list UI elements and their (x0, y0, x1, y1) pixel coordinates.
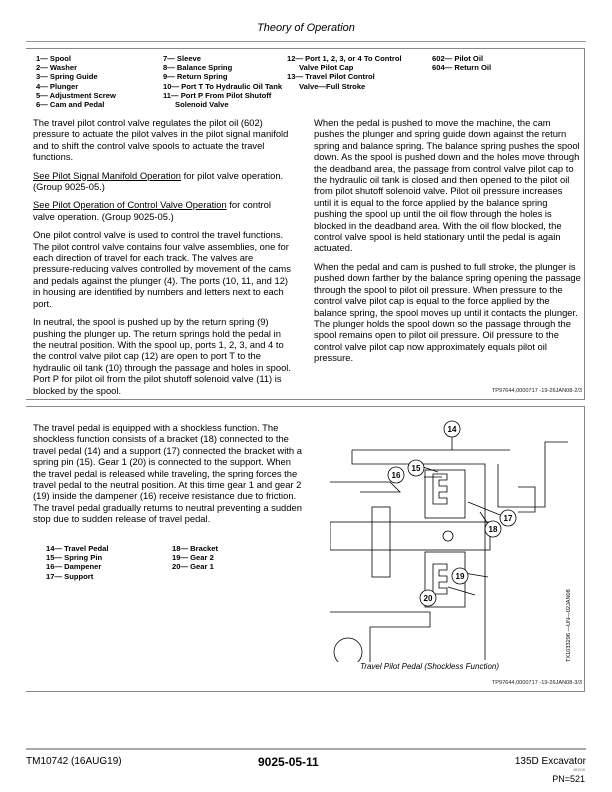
shaft (330, 522, 490, 550)
pilot-signal-manifold-link[interactable]: See Pilot Signal Manifold Operation (33, 169, 182, 181)
legend-item: 10— Port T To Hydraulic Oil Tank (163, 81, 283, 91)
link-text: for control valve operation. (Group 9025-05.) (33, 199, 271, 222)
bolt-circle (334, 638, 362, 662)
legend-item: 1— Spool (36, 54, 72, 63)
footer-manual-id: TM10742 (16AUG19) (26, 756, 122, 767)
legend-item: Valve Pilot Cap (299, 63, 354, 73)
legend-col-3 (287, 54, 402, 91)
paragraph: In neutral, the spool is pushed up by the return spring (9) pushing the plunger up. The return springs hold the pedal in the neutral position. With the spool up, ports 1, 2, 3, and 4 to the control valve pilot cap (12) are open to port T to the hydraulic oil tank (10) through the passage and holes in spool. Port P for pilot oil from the pilot shutoff solenoid valve (11) is blocked by the spool. (33, 316, 291, 396)
reference-code: TP97644,0000717 -19-26JAN08-3/3 (491, 680, 582, 686)
legend-item: Valve—Full Stroke (299, 81, 366, 91)
housing-outline (498, 442, 568, 512)
body-outline (330, 482, 430, 662)
paragraph: One pilot control valve is used to control the travel functions. The pilot control valve contains four valve assemblies, one for each direction of travel for each track. The valves are pressure-reducing valves controlled by movement of the cams and pedals against the plunger (4). The ports (10, 11, and 12) in housing are identified by numbers and letters next to each port. (33, 229, 291, 309)
legend-item: 5— Adjustment Screw (36, 90, 116, 100)
header-rule (26, 41, 586, 42)
shockless-text (33, 422, 303, 532)
callout-17: 17 (503, 514, 513, 523)
legend-item: Solenoid Valve (175, 100, 229, 110)
legend-item: 3— Spring Guide (36, 72, 98, 82)
legend-item: 17— Support (46, 571, 94, 581)
page-header: Theory of Operation (257, 22, 355, 34)
shaft-pin (443, 531, 453, 541)
footer-model: 135D Excavator (514, 756, 586, 767)
paragraph: The travel pilot control valve regulates the pilot oil (602) pressure to actuate the pilot valves in the pilot signal manifold and to shift the control valve spools to actuate the travel functions. (33, 117, 289, 163)
footer-pn: PN=521 (552, 774, 585, 784)
pilot-operation-control-valve-link[interactable]: See Pilot Operation of Control Valve Operation (33, 199, 227, 211)
paragraph-link-2 (33, 199, 295, 222)
footer-rule (26, 748, 586, 750)
legend-col-2 (163, 54, 282, 109)
shockless-legend-col-1 (46, 544, 108, 581)
travel-pedal-outline (352, 450, 510, 660)
legend-item: 7— Sleeve (163, 54, 201, 63)
gear-lower (433, 564, 447, 594)
travel-pilot-pedal-diagram (330, 412, 570, 662)
legend-item: 602— Pilot Oil (432, 54, 484, 63)
right-column-text (314, 117, 582, 371)
callout-19: 19 (455, 572, 465, 581)
paragraph: When the pedal is pushed to move the machine, the cam pushes the plunger and spring guide down against the return spring and balance spring. The balance spring pushes the spool down. As the spool is pushed down and the holes move through the deadband area, the passage from control valve pilot cap to the hydraulic oil tank is closed and then opened to the pilot oil from pilot shutoff solenoid valve. Pilot oil pressure increases until it is equal to the force applied by the balance spring pushing the spool up until the oil flow through the holes is blocked in the deadband area. With the oil flow blocked, the control valve spool is held stationary until the pedal is again actuated. (314, 117, 580, 254)
legend-item: 2— Washer (36, 63, 78, 73)
legend-item: 19— Gear 2 (172, 553, 214, 563)
footer-date-code: 081019 (573, 768, 585, 772)
legend-item: 13— Travel Pilot Control (287, 72, 375, 82)
legend-item: 20— Gear 1 (172, 562, 214, 572)
callout-20: 20 (423, 594, 433, 603)
legend-item: 15— Spring Pin (46, 553, 103, 563)
reference-code: TP97644,0000717 -19-26JAN08-2/3 (491, 388, 582, 394)
footer-page-number: 9025-05-11 (258, 755, 319, 769)
legend-item: 604— Return Oil (432, 63, 492, 73)
left-column-text (33, 117, 295, 403)
paragraph: When the pedal and cam is pushed to full stroke, the plunger is pushed down farther by the balance spring opening the passage through the spool to pilot oil pressure. When pressure to the control valve pilot cap is equal to the force applied by the balance spring, the spool moves up until it contacts the plunger. The plunger holds the spool down so the passage through the spool remains open to pilot oil pressure. Oil pressure to the control valve pilot cap now approximately equals pilot oil pressure. (314, 260, 581, 364)
legend-item: 4— Plunger (36, 81, 79, 91)
figure-caption: Travel Pilot Pedal (Shockless Function) (360, 662, 500, 671)
callout-18: 18 (488, 525, 498, 534)
legend-col-4 (432, 54, 491, 72)
legend-item: 12— Port 1, 2, 3, or 4 To Control (287, 54, 402, 63)
gear-upper (433, 474, 447, 504)
shockless-legend-col-2 (172, 544, 218, 572)
figure-id: TX1033296 —UN—02JAN08 (566, 589, 572, 662)
legend-item: 8— Balance Spring (163, 63, 233, 73)
legend-item: 11— Port P From Pilot Shutoff (163, 90, 272, 100)
paragraph-link-1 (33, 170, 295, 193)
paragraph: The travel pedal is equipped with a shockless function. The shockless function consists of a bracket (18) connected to the travel pedal (14) and a support (17) connected the bracket with a spring pin (15). Gear 1 (20) is connected to the support. When the travel pedal is released while traveling, the spring forces the travel pedal to the neutral position. At this time gear 1 and gear 2 (19) inside the dampener (16) receive resistance due to friction. The travel pedal gradually returns to neutral preventing a sudden stop due to sudden release of travel pedal. (33, 422, 302, 525)
legend-item: 14— Travel Pedal (46, 544, 109, 553)
gear-block (372, 507, 390, 577)
legend-item: 6— Cam and Pedal (36, 100, 105, 110)
link-text: for pilot valve operation. (Group 9025-05.) (33, 169, 284, 193)
callout-16: 16 (391, 471, 401, 480)
callout-15: 15 (411, 464, 421, 473)
callout-14: 14 (447, 425, 457, 434)
legend-item: 16— Dampener (46, 562, 102, 572)
legend-item: 18— Bracket (172, 544, 219, 553)
legend-col-1 (36, 54, 116, 109)
legend-item: 9— Return Spring (163, 72, 228, 82)
